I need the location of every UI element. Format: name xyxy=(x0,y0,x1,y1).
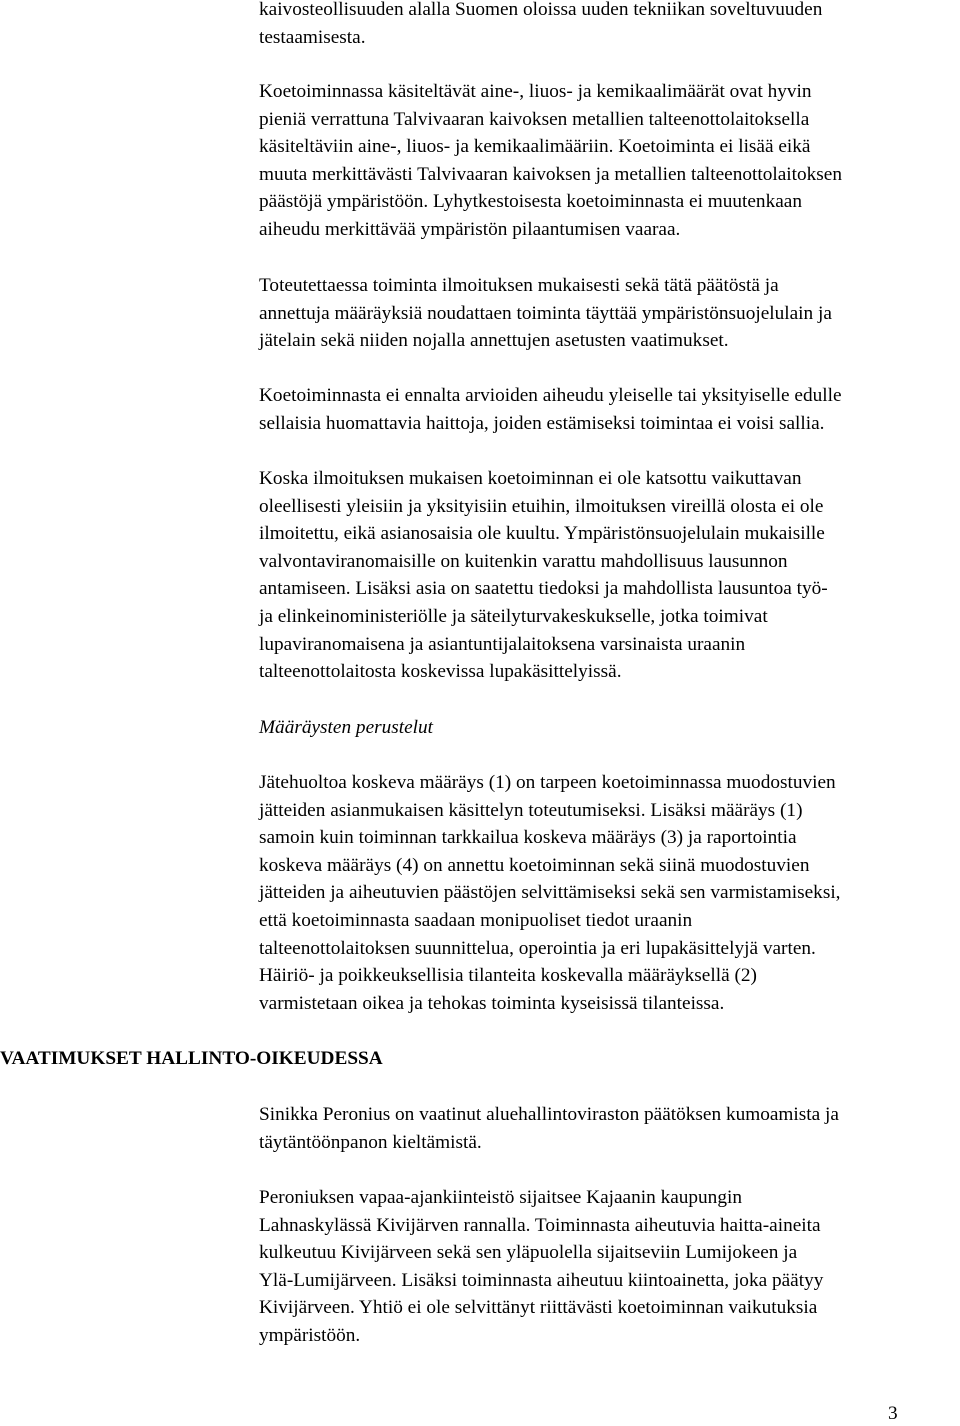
text-line: jätteiden asianmukaisen käsittelyn toteutumiseksi. Lisäksi määräys (1) xyxy=(259,799,803,821)
text-line: oleellisesti yleisiin ja yksityisiin etuihin, ilmoituksen vireillä olosta ei ole xyxy=(259,495,824,517)
text-line: aiheudu merkittävää ympäristön pilaantumisen vaaraa. xyxy=(259,218,681,240)
text-line: antamiseen. Lisäksi asia on saatettu tiedoksi ja mahdollista lausuntoa työ- xyxy=(259,578,828,600)
text-line: ympäristöön. xyxy=(259,1324,361,1346)
text-line: Sinikka Peronius on vaatinut aluehallintoviraston päätöksen kumoamista ja xyxy=(259,1104,839,1125)
text-line: jätelain sekä niiden nojalla annettujen asetusten vaatimukset. xyxy=(259,330,729,352)
subheading: Määräysten perustelut xyxy=(259,717,434,738)
text-line: täytäntöönpanon kieltämistä. xyxy=(259,1131,482,1153)
text-line: ilmoitettu, eikä asianosaisia ole kuultu. Ympäristönsuojelulain mukaisille xyxy=(259,523,825,545)
text-line: Jätehuoltoa koskeva määräys (1) on tarpeen koetoiminnassa muodostuvien xyxy=(259,772,836,793)
text-line: talteenottolaitoksen suunnittelua, operointia ja eri lupakäsittelyjä varten. xyxy=(259,937,816,959)
paragraph-8 xyxy=(259,1184,959,1350)
text-line: Peroniuksen vapaa-ajankiinteistö sijaitsee Kajaanin kaupungin xyxy=(259,1187,742,1208)
text-line: Koetoiminnassa käsiteltävät aine-, liuos- ja kemikaalimäärät ovat hyvin xyxy=(259,81,812,102)
text-line: Ylä-Lumijärveen. Lisäksi toiminnasta aiheutuu kiintoainetta, joka päätyy xyxy=(259,1269,824,1291)
text-line: talteenottolaitosta koskevissa lupakäsittelyissä. xyxy=(259,661,622,683)
text-line: varmistetaan oikea ja tehokas toiminta kyseisissä tilanteissa. xyxy=(259,992,725,1014)
text-line: kaivosteollisuuden alalla Suomen oloissa uuden tekniikan soveltuvuuden xyxy=(259,0,823,20)
text-line: että koetoiminnasta saadaan monipuoliset tiedot uraanin xyxy=(259,909,693,931)
paragraph-3 xyxy=(259,272,959,355)
text-line: testaamisesta. xyxy=(259,26,366,48)
text-line: pieniä verrattuna Talvivaaran kaivoksen metallien talteenottolaitoksella xyxy=(259,108,810,130)
text-line: ja elinkeinoministeriölle ja säteilyturvakeskukselle, jotka toimivat xyxy=(259,605,768,627)
paragraph-1 xyxy=(259,0,959,51)
text-line: Koska ilmoituksen mukaisen koetoiminnan ei ole katsottu vaikuttavan xyxy=(259,468,802,489)
text-line: kulkeutuu Kivijärveen sekä sen yläpuolella sijaitseviin Lumijokeen ja xyxy=(259,1242,798,1264)
text-line: sellaisia huomattavia haittoja, joiden estämiseksi toimintaa ei voisi sallia. xyxy=(259,412,825,434)
text-line: annettuja määräyksiä noudattaen toiminta täyttää ympäristönsuojelulain ja xyxy=(259,302,832,324)
text-line: muuta merkittävästi Talvivaaran kaivoksen ja metallien talteenottolaitoksen xyxy=(259,163,842,185)
text-line: käsiteltäviin aine-, liuos- ja kemikaalimääriin. Koetoiminta ei lisää eikä xyxy=(259,136,811,158)
page-number: 3 xyxy=(888,1403,898,1424)
text-line: samoin kuin toiminnan tarkkailua koskeva määräys (3) ja raportointia xyxy=(259,827,797,849)
text-line: Lahnaskylässä Kivijärven rannalla. Toiminnasta aiheutuvia haitta-aineita xyxy=(259,1214,821,1236)
paragraph-4 xyxy=(259,382,959,437)
text-line: Kivijärveen. Yhtiö ei ole selvittänyt riittävästi koetoiminnan vaikutuksia xyxy=(259,1297,818,1319)
section-heading: VAATIMUKSET HALLINTO-OIKEUDESSA xyxy=(0,1048,383,1069)
paragraph-5 xyxy=(259,465,959,686)
text-line: koskeva määräys (4) on annettu koetoiminnan sekä siinä muodostuvien xyxy=(259,854,810,876)
paragraph-7 xyxy=(259,1101,959,1156)
text-line: Toteutettaessa toiminta ilmoituksen mukaisesti sekä tätä päätöstä ja xyxy=(259,275,779,296)
text-line: Koetoiminnasta ei ennalta arvioiden aiheudu yleiselle tai yksityiselle edulle xyxy=(259,385,842,406)
text-line: jätteiden ja aiheutuvien päästöjen selvittämiseksi sekä sen varmistamiseksi, xyxy=(259,882,841,904)
paragraph-2 xyxy=(259,78,959,244)
text-line: lupaviranomaisena ja asiantuntijalaitoksena varsinaista uraanin xyxy=(259,633,746,655)
text-line: valvontaviranomaisille on kuitenkin varattu mahdollisuus lausunnon xyxy=(259,550,788,572)
paragraph-6 xyxy=(259,769,959,1017)
text-line: päästöjä ympäristöön. Lyhytkestoisesta koetoiminnasta ei muutenkaan xyxy=(259,191,802,213)
text-line: Häiriö- ja poikkeuksellisia tilanteita koskevalla määräyksellä (2) xyxy=(259,965,757,987)
